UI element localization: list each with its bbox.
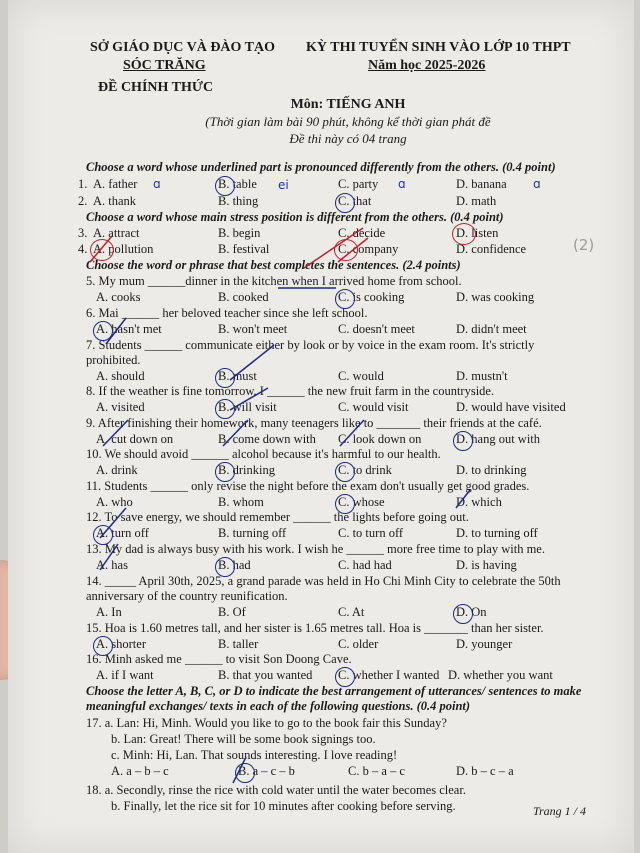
option-a: A. a – b – c	[111, 764, 169, 778]
option-c: C. At	[338, 605, 365, 619]
option-b: B. cooked	[218, 290, 269, 304]
pages-note: Đề thi này có 04 trang	[289, 131, 407, 146]
option-d: D. would have visited	[456, 400, 566, 414]
question-stem: 17. a. Lan: Hi, Minh. Would you like to go to the book fair this Sunday?	[86, 716, 447, 730]
pen-slash	[340, 420, 364, 446]
option-b: B. drinking	[218, 463, 275, 477]
option-b: B. turning off	[218, 526, 287, 540]
section-heading-pronunciation: Choose a word whose underlined part is pronounced differently from the others. (0.4 point)	[86, 160, 556, 174]
option-a: A. should	[96, 369, 145, 383]
option-d: D. banana	[456, 177, 507, 191]
option-a: A. shorter	[96, 637, 146, 651]
question-stem: 14. _____ April 30th, 2025, a grand parade was held in Ho Chi Minh City to celebrate the 50th	[86, 574, 561, 588]
option-a: A. attract	[93, 226, 140, 240]
option-a: A. turn off	[96, 526, 149, 540]
option-c: C. would	[338, 369, 384, 383]
pen-slash	[230, 388, 268, 410]
option-b: B. come down with	[218, 432, 316, 446]
option-c: C. whether I wanted	[338, 668, 440, 682]
section-heading-arrangement: Choose the letter A, B, C, or D to indicate the best arrangement of utterances/ sentences to make	[86, 684, 582, 698]
option-c: C. to drink	[338, 463, 392, 477]
option-b: B. that you wanted	[218, 668, 313, 682]
option-a: A. visited	[96, 400, 145, 414]
pen-slash	[103, 420, 128, 446]
exam-title: KỲ THI TUYỂN SINH VÀO LỚP 10 THPT	[306, 40, 571, 55]
option-c: C. company	[338, 242, 399, 256]
pen-marks	[8, 0, 634, 853]
pen-slash	[90, 236, 112, 262]
option-c: C. older	[338, 637, 379, 651]
option-d: D. listen	[456, 226, 499, 240]
option-a: A. who	[96, 495, 133, 509]
question-number: 3.	[78, 226, 88, 240]
department-name: SỞ GIÁO DỤC VÀ ĐÀO TẠO	[90, 40, 276, 55]
question-stem: 13. My dad is always busy with his work. I wish he ______ more free time to play with me.	[86, 542, 545, 556]
option-d: D. b – c – a	[456, 764, 514, 778]
option-b: B. a – c – b	[238, 764, 295, 778]
handwritten-note: ɑ	[153, 177, 161, 191]
option-a: A. cut down on	[96, 432, 174, 446]
option-d: D. whether you want	[448, 668, 553, 682]
option-a: A. hasn't met	[96, 322, 162, 336]
option-d: D. confidence	[456, 242, 527, 256]
option-b: B. taller	[218, 637, 259, 651]
option-c: C. decide	[338, 226, 386, 240]
pen-slash	[233, 757, 246, 783]
option-a: A. has	[96, 558, 128, 572]
option-b: B. Of	[218, 605, 246, 619]
option-b: B. will visit	[218, 400, 277, 414]
option-c: C. that	[338, 194, 372, 208]
pen-slash	[456, 490, 470, 508]
option-b: B. had	[218, 558, 251, 572]
handwritten-note: ɑ	[398, 177, 406, 191]
question-stem-continued: anniversary of the country reunification.	[86, 589, 288, 603]
option-b: B. whom	[218, 495, 264, 509]
question-stem: 10. We should avoid ______ alcohol because it's harmful to our health.	[86, 447, 441, 461]
option-c: C. would visit	[338, 400, 409, 414]
question-stem-continued: prohibited.	[86, 353, 141, 367]
option-c: C. look down on	[338, 432, 422, 446]
handwritten-note: ei	[278, 178, 289, 192]
option-a: A. In	[96, 605, 122, 619]
option-a: A. if I want	[96, 668, 154, 682]
page-number: Trang 1 / 4	[532, 804, 586, 818]
utterance-b: b. Finally, let the rice sit for 10 minutes after cooking before serving.	[111, 799, 456, 813]
handwritten-note: (2)	[573, 236, 595, 254]
question-stem: 8. If the weather is fine tomorrow, I ______ the new fruit farm in the countryside.	[86, 384, 495, 398]
question-stem: 5. My mum ______dinner in the kitchen when I arrived home from school.	[86, 274, 462, 288]
option-d: D. mustn't	[456, 369, 508, 383]
option-b: B. must	[218, 369, 257, 383]
option-c: C. to turn off	[338, 526, 404, 540]
option-b: B. won't meet	[218, 322, 288, 336]
option-c: C. party	[338, 177, 379, 191]
option-d: D. which	[456, 495, 502, 509]
option-a: A. father	[93, 177, 138, 191]
question-stem: 15. Hoa is 1.60 metres tall, and her sister is 1.65 metres tall. Hoa is _______ than her sister.	[86, 621, 544, 635]
question-stem: 16. Minh asked me ______ to visit Son Doong Cave.	[86, 652, 352, 666]
pen-slash	[100, 544, 118, 570]
pen-slash	[304, 228, 363, 268]
option-b: B. thing	[218, 194, 259, 208]
section-heading-stress: Choose a word whose main stress position is different from the others. (0.4 point)	[86, 210, 504, 224]
option-c: C. b – a – c	[348, 764, 405, 778]
school-year: Năm học 2025-2026	[368, 58, 486, 73]
option-b: B. table	[218, 177, 257, 191]
option-d: D. to turning off	[456, 526, 538, 540]
option-b: B. begin	[218, 226, 261, 240]
utterance-b: b. Lan: Great! There will be some book signings too.	[111, 732, 376, 746]
section-heading-completion: Choose the word or phrase that best completes the sentences. (2.4 points)	[86, 258, 461, 272]
question-stem: 7. Students ______ communicate either by look or by voice in the exam room. It's strictly	[86, 338, 535, 352]
option-d: D. hang out with	[456, 432, 541, 446]
option-d: D. to drinking	[456, 463, 527, 477]
option-c: C. doesn't meet	[338, 322, 415, 336]
province-name: SÓC TRĂNG	[123, 58, 206, 73]
question-stem: 6. Mai ______ her beloved teacher since she left school.	[86, 306, 368, 320]
option-a: A. pollution	[93, 242, 154, 256]
option-c: C. had had	[338, 558, 392, 572]
option-d: D. math	[456, 194, 497, 208]
option-c: C. whose	[338, 495, 385, 509]
section-heading-arrangement-continued: meaningful exchanges/ texts in each of the following questions. (0.4 point)	[86, 699, 471, 713]
question-number: 2.	[78, 194, 88, 208]
question-stem: 11. Students ______ only revise the night before the exam don't usually get good grades.	[86, 479, 530, 493]
option-d: D. didn't meet	[456, 322, 527, 336]
official-label: ĐỀ CHÍNH THỨC	[98, 80, 214, 95]
pen-slash	[230, 345, 274, 380]
option-d: D. On	[456, 605, 487, 619]
question-stem: 18. a. Secondly, rinse the rice with cold water until the water becomes clear.	[86, 783, 466, 797]
question-number: 1.	[78, 177, 88, 191]
subject-title: Môn: TIẾNG ANH	[290, 97, 406, 112]
time-note: (Thời gian làm bài 90 phút, không kể thời gian phát đề	[205, 114, 491, 129]
pen-slash	[223, 420, 248, 446]
pen-slash	[100, 508, 126, 538]
option-a: A. drink	[96, 463, 138, 477]
option-d: D. is having	[456, 558, 517, 572]
option-a: A. thank	[93, 194, 137, 208]
option-b: B. festival	[218, 242, 270, 256]
pen-slash	[106, 318, 126, 344]
handwritten-note: ɑ	[533, 177, 541, 191]
option-d: D. was cooking	[456, 290, 535, 304]
utterance-c: c. Minh: Hi, Lan. That sounds interesting. I love reading!	[111, 748, 398, 762]
question-number: 4.	[78, 242, 88, 256]
question-stem: 12. To save energy, we should remember ______ the lights before going out.	[86, 510, 469, 524]
option-a: A. cooks	[96, 290, 141, 304]
question-stem: 9. After finishing their homework, many teenagers like to _______ their friends at the café.	[86, 416, 542, 430]
option-d: D. younger	[456, 637, 513, 651]
option-c: C. is cooking	[338, 290, 405, 304]
exam-sheet	[8, 0, 634, 853]
